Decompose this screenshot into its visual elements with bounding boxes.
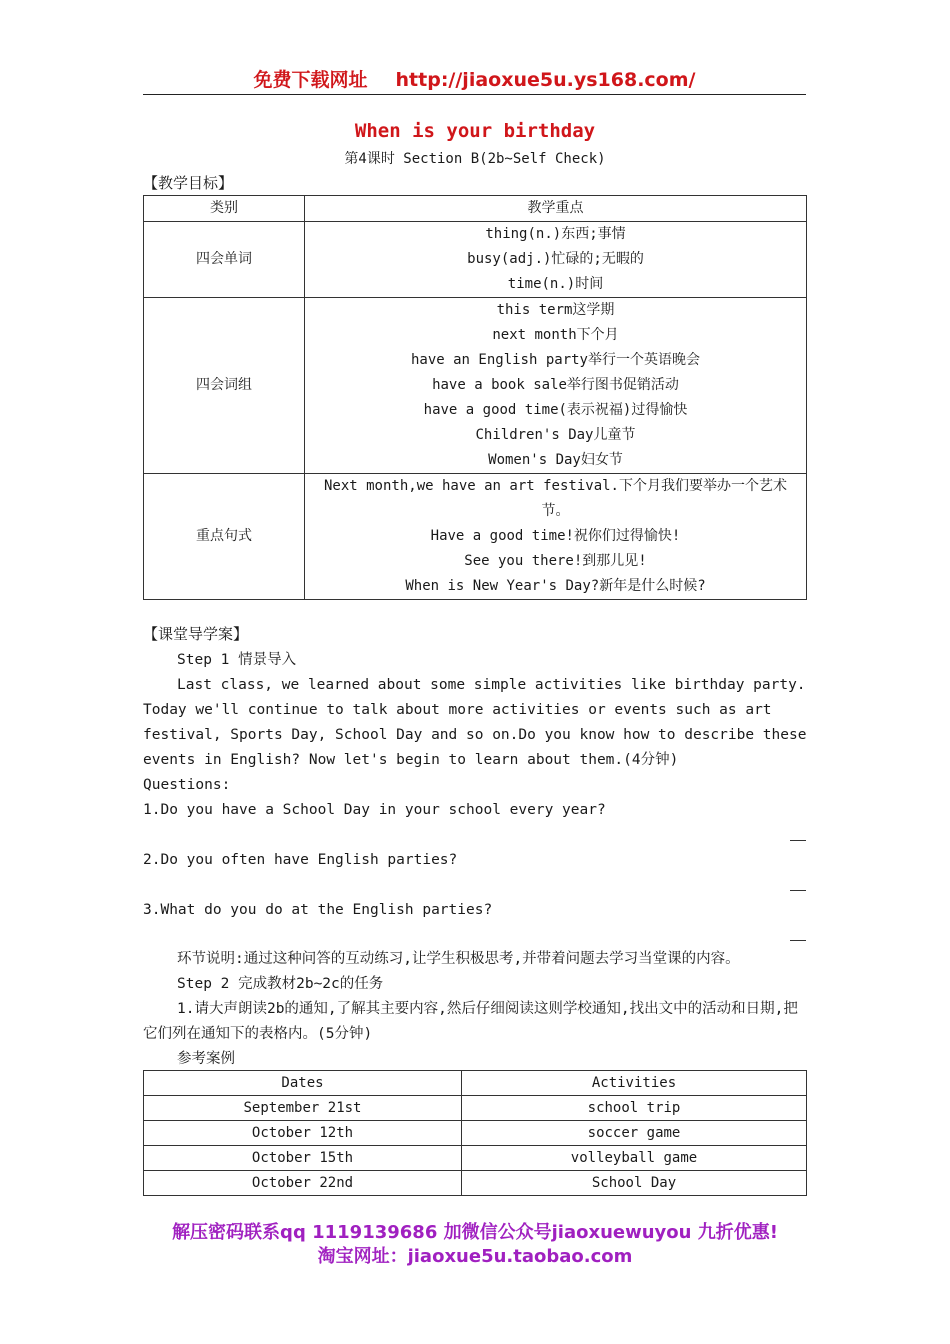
step1-note: 环节说明:通过这种问答的互动练习,让学生积极思考,并带着问题去学习当堂课的内容。	[177, 951, 740, 967]
objective-item: Next month,we have an art festival.下个月我们要举办一个艺术节。	[323, 478, 787, 519]
lesson-subtitle: 第4课时 Section B(2b~Self Check)	[344, 151, 606, 167]
objectives-header-category: 类别	[144, 196, 305, 222]
questions-label: Questions:	[143, 777, 231, 793]
objective-item: have an English party举行一个英语晚会	[410, 352, 700, 368]
objective-item: time(n.)时间	[507, 276, 604, 292]
objective-item: next month下个月	[492, 327, 619, 343]
objective-item: When is New Year's Day?新年是什么时候?	[405, 578, 706, 594]
date-cell: October 15th	[144, 1146, 462, 1171]
objectives-label: 【教学目标】	[143, 174, 234, 192]
objectives-table	[143, 195, 807, 600]
activity-cell: volleyball game	[462, 1146, 807, 1171]
dates-activities-table	[143, 1070, 807, 1196]
objective-item: Women's Day妇女节	[488, 452, 623, 468]
objective-item: busy(adj.)忙碌的;无暇的	[467, 251, 644, 267]
page-header	[143, 66, 806, 95]
objective-item: Children's Day儿童节	[475, 427, 636, 443]
date-cell: October 12th	[144, 1121, 462, 1146]
step1-paragraph: Last class, we learned about some simple activities like birthday party. Today we'll continue to talk about more activities or events such as art festival, Sports Day, School Day and so on.Do you know how to describe these events in English? Now let's begin to learn about them.(4分钟)	[143, 677, 807, 768]
table-row	[144, 1146, 807, 1171]
objective-item: Have a good time!祝你们过得愉快!	[430, 528, 681, 544]
objective-item: thing(n.)东西;事情	[485, 226, 626, 242]
table-row	[144, 1171, 807, 1196]
activity-cell: soccer game	[462, 1121, 807, 1146]
activity-cell: School Day	[462, 1171, 807, 1196]
category-cell: 四会单词	[144, 222, 305, 298]
header-url-link[interactable]: http://jiaoxue5u.ys168.com/	[395, 69, 696, 91]
answer-blank[interactable]	[790, 890, 806, 891]
reference-label: 参考案例	[177, 1051, 235, 1067]
date-cell: October 22nd	[144, 1171, 462, 1196]
objective-item: this term这学期	[496, 302, 615, 318]
objectives-header-focus: 教学重点	[305, 196, 807, 222]
guide-label: 【课堂导学案】	[143, 625, 249, 643]
activities-header: Activities	[462, 1071, 807, 1096]
table-row	[144, 1071, 807, 1096]
category-cell: 四会词组	[144, 298, 305, 474]
question-item: 2.Do you often have English parties?	[143, 852, 458, 868]
table-row	[144, 222, 807, 298]
table-row	[144, 298, 807, 474]
footer-shop-link[interactable]: 淘宝网址：jiaoxue5u.taobao.com	[317, 1246, 633, 1267]
answer-blank[interactable]	[790, 840, 806, 841]
objective-item: have a good time(表示祝福)过得愉快	[423, 402, 688, 418]
objective-item: See you there!到那儿见!	[464, 553, 647, 569]
objectives-header-row	[144, 196, 807, 222]
header-label: 免费下载网址	[253, 69, 368, 91]
step2-task: 1.请大声朗读2b的通知,了解其主要内容,然后仔细阅读这则学校通知,找出文中的活动和日期,把它们列在通知下的表格内。(5分钟)	[143, 1001, 798, 1042]
dates-header: Dates	[144, 1071, 462, 1096]
step2-title: Step 2 完成教材2b~2c的任务	[177, 976, 384, 992]
answer-blank[interactable]	[790, 940, 806, 941]
step1-title: Step 1 情景导入	[177, 652, 297, 668]
objective-item: have a book sale举行图书促销活动	[432, 377, 679, 393]
category-cell: 重点句式	[144, 474, 305, 600]
lesson-title: When is your birthday	[354, 120, 596, 142]
question-item: 1.Do you have a School Day in your school every year?	[143, 802, 606, 818]
table-row	[144, 1096, 807, 1121]
table-row	[144, 1121, 807, 1146]
table-row	[144, 474, 807, 600]
date-cell: September 21st	[144, 1096, 462, 1121]
question-item: 3.What do you do at the English parties?	[143, 902, 493, 918]
footer-contact: 解压密码联系qq 1119139686 加微信公众号jiaoxuewuyou 九折优惠!	[172, 1222, 778, 1243]
activity-cell: school trip	[462, 1096, 807, 1121]
